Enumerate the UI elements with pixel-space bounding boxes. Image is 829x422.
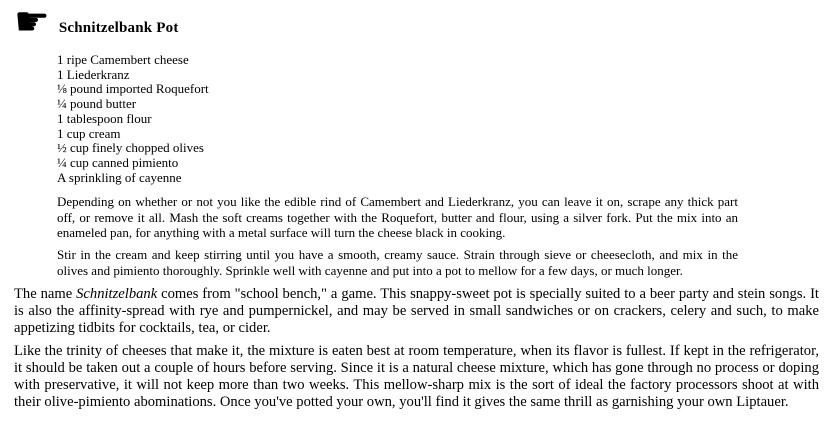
instructions-section (57, 194, 738, 277)
ingredient-line: ¼ cup canned pimiento (57, 154, 179, 170)
instruction-paragraph: Depending on whether or not you like the edible rind of Camembert and Liederkranz, you can leave it on, scrape any thick part off, or remove it all. Mash the soft creams together with the Roquefort, butter and flour, using a silver fork. Put the mix into an enameled pan, for anything with a metal surface will turn the cheese black in cooking. (57, 194, 738, 240)
recipe-title: Schnitzelbank Pot (58, 20, 179, 36)
ingredient-line: 1 tablespoon flour (57, 110, 152, 126)
ingredient-line: 1 Liederkranz (57, 66, 130, 82)
commentary-section (14, 286, 819, 411)
commentary-paragraph (14, 286, 819, 337)
commentary-text-before: The name (14, 285, 77, 302)
ingredient-line: A sprinkling of cayenne (57, 169, 182, 185)
italic-term: Schnitzelbank (76, 285, 158, 302)
ingredient-line: ½ cup finely chopped olives (57, 140, 204, 156)
commentary-paragraph: Like the trinity of cheeses that make it, the mixture is eaten best at room temperature, when its flavor is fullest. If kept in the refrigerator, it should be taken out a couple of hours before serving. Since it is a natural cheese mixture, which has gone through no process or doping with preservative, it will not keep more than two weeks. This mellow-sharp mix is the sort of ideal the factory processors shoot at with their olive-pimiento abominations. Once you've potted your own, you'll find it gives the same thrill as garnishing your own Liptauer. (14, 342, 819, 410)
ingredient-line: 1 ripe Camembert cheese (57, 52, 189, 67)
ingredient-line: ¼ pound butter (57, 96, 137, 112)
manicule-right-icon: ☛ (14, 0, 50, 45)
recipe-header (0, 0, 829, 45)
ingredient-line: ⅛ pound imported Roquefort (57, 81, 209, 97)
ingredient-line: 1 cup cream (57, 125, 121, 141)
commentary-text-after: comes from "school bench," a game. This snappy-sweet pot is specially suited to a beer party and stein songs. It is also the affinity-spread with rye and pumpernickel, and may be served in small sandwiches or on crackers, celery and such, to make appetizing tidbits for cocktails, tea, or cider. (14, 285, 819, 336)
ingredients-list (57, 53, 829, 185)
instruction-paragraph: Stir in the cream and keep stirring until you have a smooth, creamy sauce. Strain through sieve or cheesecloth, and mix in the olives and pimiento thoroughly. Sprinkle well with cayenne and put into a pot to mellow for a few days, or much longer. (57, 247, 738, 278)
